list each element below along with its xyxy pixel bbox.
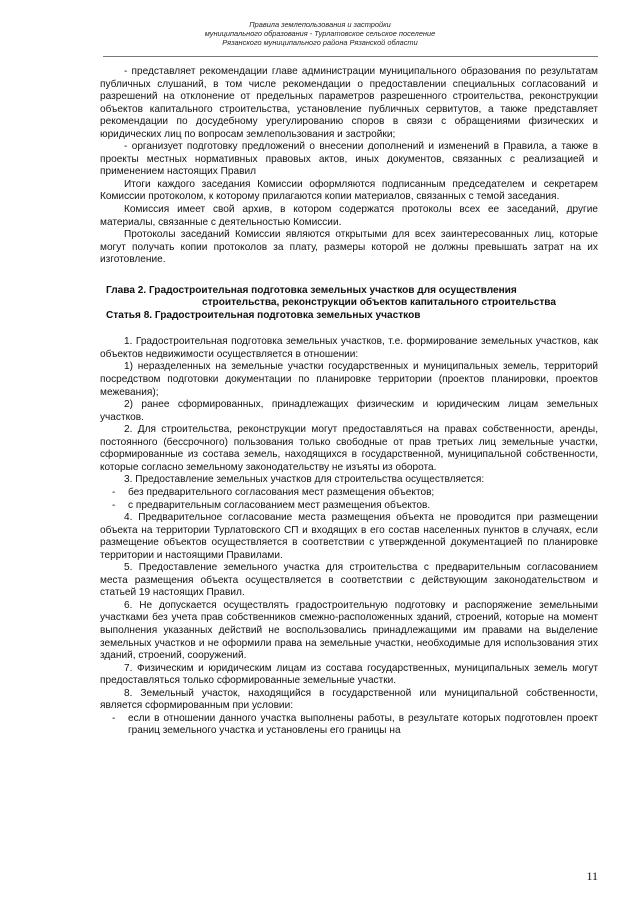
chapter-heading-continued: строительства, реконструкции объектов капитального строительства [202, 297, 556, 309]
clause-3-option-2: с предварительным согласованием мест размещения объектов. [128, 499, 431, 511]
clause-3: 3. Предоставление земельных участков для строительства осуществляется: [124, 474, 485, 486]
clause-7: 7. Физическим и юридическим лицам из состава государственных, муниципальных земель могут предоставляться только сформированные земельные участки. [100, 662, 598, 687]
list-item [100, 487, 598, 500]
clause-4: 4. Предварительное согласование места размещения объекта не проводится при размещении объекта на территории Турлатовского СП и входящих в его состав населенных пунктов в случаях, если размещение объектов осуществляется в соответствии с утвержденной документацией по планировке территории и настоящими Правилами. [100, 512, 598, 561]
header-divider [103, 56, 598, 57]
header-line-2: муниципального образования - Турлатовское сельское поселение [204, 29, 436, 38]
list-item [100, 713, 598, 738]
clause-8: 8. Земельный участок, находящийся в государственной или муниципальной собственности, является сформированным при условии: [100, 687, 598, 712]
chapter-heading: Глава 2. Градостроительная подготовка земельных участков для осуществления [106, 284, 517, 296]
clause-3-option-1: без предварительного согласования мест размещения объектов; [128, 486, 435, 498]
dash-marker: - [112, 486, 116, 498]
dash-marker: - [112, 499, 116, 511]
dash-marker: - [112, 712, 116, 724]
list-item [100, 500, 598, 513]
article-heading: Статья 8. Градостроительная подготовка земельных участков [106, 309, 421, 321]
clause-1-item-1: 1) неразделенных на земельные участки государственных и муниципальных земель, территорий посредством подготовки документации по планировке территории (проектов планировки, проектов межевания); [100, 361, 598, 398]
running-header [0, 20, 640, 47]
clause-5: 5. Предоставление земельного участка для строительства с предварительным согласованием места размещения объекта осуществляется в соответствии с действующим законодательством и статьей 19 настоящих Правил. [100, 562, 598, 599]
clause-1-item-2: 2) ранее сформированных, принадлежащих физическим и юридическим лицам земельных участков. [100, 399, 598, 423]
page-number: 11 [586, 869, 598, 883]
paragraph-amendments: - организует подготовку предложений о внесении дополнений и изменений в Правила, а также в проекты местных нормативных правовых актов, иных документов, связанных с реализацией и применением настоящих Правил [100, 141, 598, 178]
document-body [100, 66, 598, 738]
header-line-3: Рязанского муниципального района Рязанской области [222, 38, 418, 47]
paragraph-meeting-results: Итоги каждого заседания Комиссии оформляются подписанным председателем и секретарем Комиссии протоколом, к которому прилагаются копии материалов, связанных с темой заседания. [100, 178, 598, 203]
clause-6: 6. Не допускается осуществлять градостроительную подготовку и распоряжение земельными участками без учета прав собственников смежно-расположенных зданий, строений, которые на момент выполнения указанных действий не воспользовались принадлежащими им правами на выделение земельных участков и не оформили права на земельные участки, необходимые для использования этих зданий, строений, сооружений. [100, 599, 598, 662]
clause-1: 1. Градостроительная подготовка земельных участков, т.е. формирование земельных участков, как объектов недвижимости осуществляется в отношении: [100, 336, 598, 360]
paragraph-recommendations: - представляет рекомендации главе администрации муниципального образования по результатам публичных слушаний, в том числе рекомендации о предоставлении специальных согласований и разрешений на отклонение от предельных параметров разрешенного строительства, реконструкции объектов капитального строительства, установление публичных сервитутов, а также представляет рекомендации по досудебному урегулированию споров в связи с обращениями физических и юридических лиц по вопросам землепользования и застройки; [100, 66, 598, 140]
clause-2: 2. Для строительства, реконструкции могут предоставляться на правах собственности, аренды, постоянного (бессрочного) пользования только свободные от прав третьих лиц земельные участки, сформированные из состава земель, находящихся в государственной, муниципальной собственности, которые согласно земельному законодательству не изъяты из оборота. [100, 424, 598, 473]
header-line-1: Правила землепользования и застройки [249, 20, 391, 29]
paragraph-archive: Комиссия имеет свой архив, в котором содержатся протоколы всех ее заседаний, другие материалы, связанные с деятельностью Комиссии. [100, 204, 598, 228]
paragraph-protocols: Протоколы заседаний Комиссии являются открытыми для всех заинтересованных лиц, которые могут получать копии протоколов за плату, размеры которой не должны превышать затрат на их изготовление. [100, 229, 598, 266]
clause-8-condition-1: если в отношении данного участка выполнены работы, в результате которых подготовлен проект границ земельного участка и установлены его границы на [128, 712, 598, 737]
